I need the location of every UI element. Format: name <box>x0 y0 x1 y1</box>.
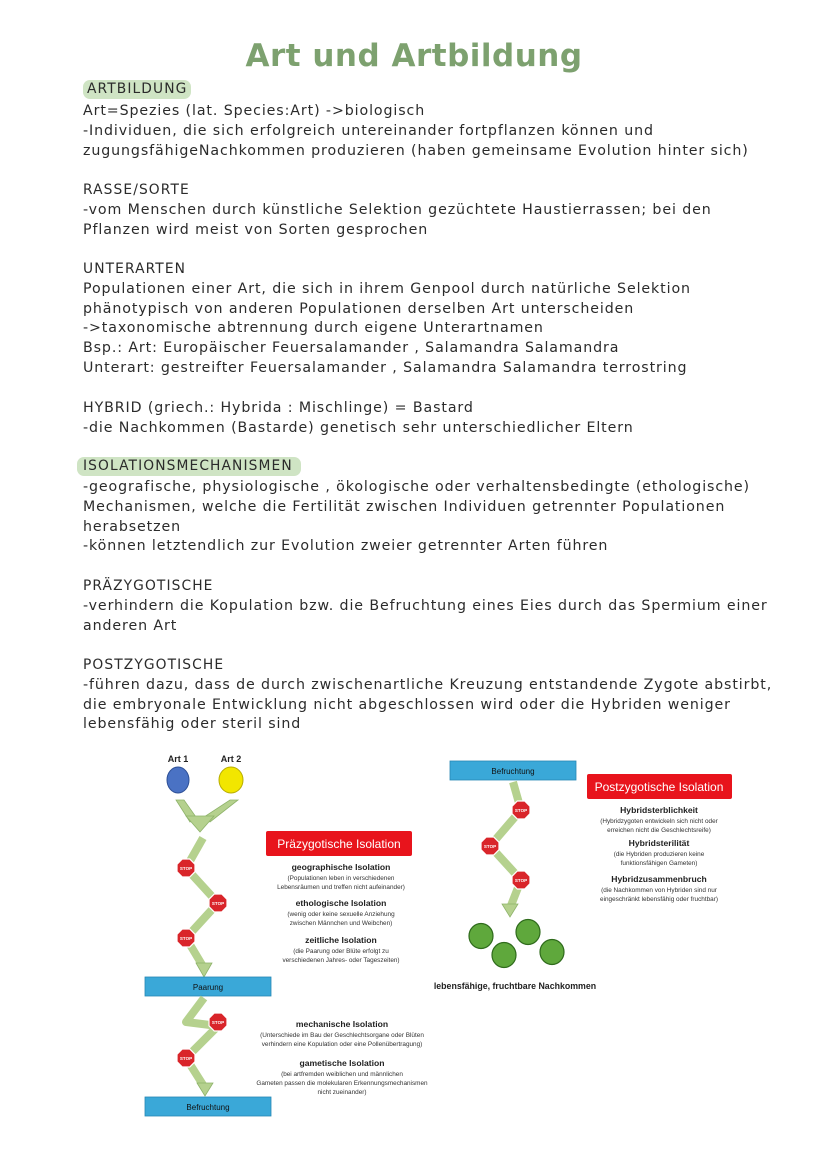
eth-desc: (wenig oder keine sexuelle Anziehung <box>287 911 395 918</box>
text-line: Bsp.: Art: Europäischer Feuersalamander , Salamandra Salamandra <box>83 340 620 357</box>
stop-label: STOP <box>514 808 528 813</box>
arrow-head <box>196 963 212 977</box>
stop-icon <box>177 1049 195 1067</box>
text-line: herabsetzen <box>83 518 182 535</box>
stop-icon <box>209 894 227 912</box>
text-line: lebensfähig oder steril sind <box>83 716 302 733</box>
text-line: -die Nachkommen (Bastarde) genetisch sehr unterschiedlicher Eltern <box>83 419 634 436</box>
stop-label: STOP <box>179 866 193 871</box>
text-line: -können letztendlich zur Evolution zweier getrennter Arten führen <box>83 538 609 555</box>
zeit-desc: verschiedenen Jahres- oder Tageszeiten) <box>282 957 400 964</box>
text-line: die embryonale Entwicklung nicht abgeschlossen wird oder die Hybriden weniger <box>83 696 731 713</box>
paarung-label: Paarung <box>192 983 224 992</box>
befruchtung-label: Befruchtung <box>491 767 535 776</box>
post-title: Postzygotische Isolation <box>594 780 724 794</box>
arrow-head <box>502 904 518 917</box>
text-line: Mechanismen, welche die Fertilität zwischen Individuen getrennter Populationen <box>83 498 726 515</box>
converging-arrow <box>176 800 238 832</box>
stop-icon <box>512 801 530 819</box>
befruchtung-label: Befruchtung <box>186 1103 230 1112</box>
stop-icon <box>209 1013 227 1031</box>
hst-desc: funktionsfähigen Gameten) <box>620 860 698 867</box>
text-line: -geografische, physiologische , ökologische oder verhaltensbedingte (ethologische) <box>83 479 750 495</box>
hz-desc: eingeschränkt lebensfähig oder fruchtbar) <box>600 896 718 903</box>
text-line: ->taxonomische abtrennung durch eigene Unterartnamen <box>83 320 544 337</box>
text-line: Populationen einer Art, die sich in ihrem Genpool durch natürliche Selektion <box>83 280 691 297</box>
eth-desc: zwischen Männchen und Weibchen) <box>289 920 393 927</box>
text-line: zugungsfähigeNachkommen produzieren (haben gemeinsame Evolution hinter sich) <box>83 142 749 159</box>
heading-rasse-sorte: RASSE/SORTE <box>83 182 190 198</box>
geo-desc: (Populationen leben in verschiedenen <box>287 875 395 882</box>
gam-desc: nicht zueinander) <box>317 1089 367 1096</box>
stop-label: STOP <box>179 1056 193 1061</box>
heading-isolationsmechanismen: ISOLATIONSMECHANISMEN <box>77 457 301 476</box>
stop-label: STOP <box>211 901 225 906</box>
hst-title: Hybridsterilität <box>628 838 690 848</box>
gam-desc: (bei artfremden weiblichen und männlichen <box>281 1071 403 1078</box>
text-line: Pflanzen wird meist von Sorten gesprochen <box>83 221 429 238</box>
mech-desc: (Unterschiede im Bau der Geschlechtsorgane oder Blüten <box>260 1032 424 1039</box>
text-line: phänotypisch von anderen Populationen derselben Art unterscheiden <box>83 300 635 317</box>
stop-icon <box>177 859 195 877</box>
offspring-label: lebensfähige, fruchtbare Nachkommen <box>433 981 597 991</box>
heading-postzygotische: POSTZYGOTISCHE <box>83 657 225 673</box>
geo-title: geographische Isolation <box>291 862 391 872</box>
stop-label: STOP <box>179 936 193 941</box>
stop-label: STOP <box>483 844 497 849</box>
heading-praezygotische: PRÄZYGOTISCHE <box>83 578 214 594</box>
text-line: -Individuen, die sich erfolgreich untereinander fortpflanzen können und <box>83 122 654 139</box>
offspring-circles <box>469 920 564 968</box>
stop-label: STOP <box>514 878 528 883</box>
art1-label: Art 1 <box>167 754 189 764</box>
arrow-head <box>197 1083 213 1096</box>
heading-unterarten: UNTERARTEN <box>83 261 187 277</box>
hz-title: Hybridzusammenbruch <box>611 874 707 884</box>
text-line: -führen dazu, dass de durch zwischenartliche Kreuzung entstandende Zygote abstirbt, <box>83 676 773 693</box>
gam-desc: Gameten passen die molekularen Erkennungsmechanismen <box>256 1080 428 1087</box>
hz-desc: (die Nachkommen von Hybriden sind nur <box>601 887 717 894</box>
mech-title: mechanische Isolation <box>295 1019 389 1029</box>
page-title: Art und Artbildung <box>245 38 583 74</box>
gam-title: gametische Isolation <box>299 1058 385 1068</box>
heading-artbildung: ARTBILDUNG <box>83 80 191 99</box>
text-line: -vom Menschen durch künstliche Selektion gezüchtete Haustierrassen; bei den <box>83 201 712 218</box>
zeit-desc: (die Paarung oder Blüte erfolgt zu <box>293 948 389 955</box>
hs-title: Hybridsterblichkeit <box>620 805 698 815</box>
stop-icon <box>177 929 195 947</box>
geo-desc: Lebensräumen und treffen nicht aufeinander) <box>277 884 405 891</box>
stop-icon <box>512 871 530 889</box>
eth-title: ethologische Isolation <box>295 898 387 908</box>
art2-circle <box>219 767 243 793</box>
hs-desc: (Hybridzygoten entwickeln sich nicht oder <box>600 818 718 825</box>
text-line: Unterart: gestreifter Feuersalamander , Salamandra Salamandra terrostring <box>83 359 688 376</box>
hst-desc: (die Hybriden produzieren keine <box>613 851 705 858</box>
text-line: anderen Art <box>83 617 178 634</box>
stop-label: STOP <box>211 1020 225 1025</box>
art1-circle <box>167 767 189 793</box>
art2-label: Art 2 <box>220 754 242 764</box>
mech-desc: verhindern eine Kopulation oder eine Pollenübertragung) <box>261 1041 423 1048</box>
zigzag-arrow-lower <box>186 998 218 1088</box>
zeit-title: zeitliche Isolation <box>305 935 377 945</box>
text-line: -verhindern die Kopulation bzw. die Befruchtung eines Eies durch das Spermium einer <box>83 597 768 614</box>
stop-icon <box>481 837 499 855</box>
heading-hybrid: HYBRID (griech.: Hybrida : Mischlinge) = Bastard <box>83 400 474 416</box>
pre-title: Präzygotische Isolation <box>277 837 401 851</box>
hs-desc: erreichen nicht die Geschlechtsreife) <box>607 827 711 834</box>
text-line: Art=Spezies (lat. Species:Art) ->biologisch <box>83 103 426 119</box>
